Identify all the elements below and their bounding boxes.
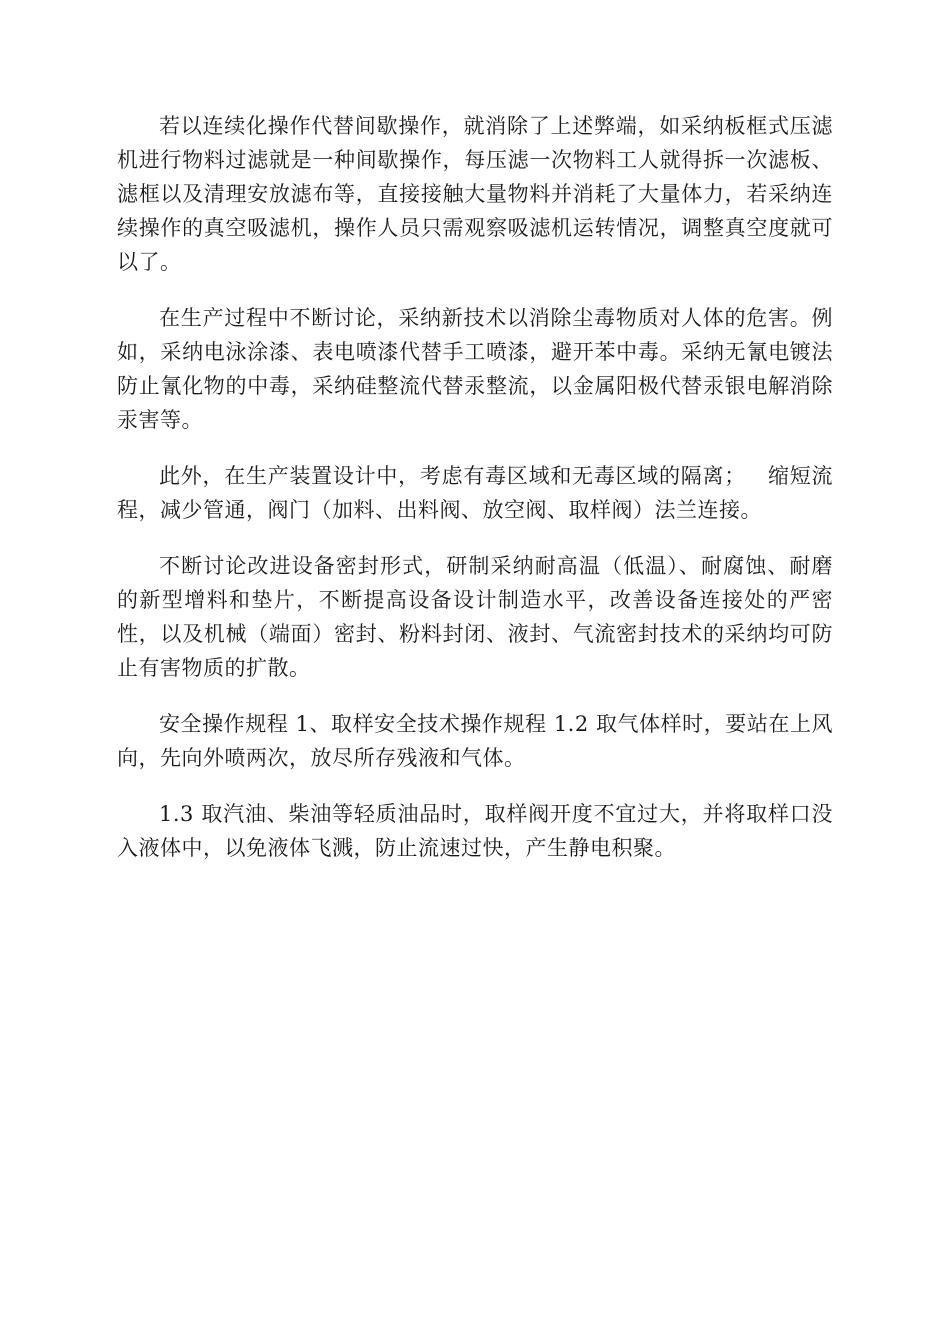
paragraph-new-technology: 在生产过程中不断讨论，采纳新技术以消除尘毒物质对人体的危害。例如，采纳电泳涂漆、表电喷漆代替手工喷漆，避开苯中毒。采纳无氰电镀法防止氰化物的中毒，采纳硅整流代替汞整流，以金属阳极代替汞银电解消除汞害等。 xyxy=(117,306,833,432)
paragraph-sampling-oil: 1.3 取汽油、柴油等轻质油品时，取样阀开度不宜过大，并将取样口没入液体中，以免液体飞溅，防止流速过快，产生静电积聚。 xyxy=(117,802,833,860)
paragraph-equipment-sealing: 不断讨论改进设备密封形式，研制采纳耐高温（低温）、耐腐蚀、耐磨的新型增料和垫片，不断提高设备设计制造水平，改善设备连接处的严密性，以及机械（端面）密封、粉料封闭、液封、气流密封技术的采纳均可防止有害物质的扩散。 xyxy=(117,554,833,680)
paragraph-continuous-operation: 若以连续化操作代替间歇操作，就消除了上述弊端，如采纳板框式压滤机进行物料过滤就是一种间歇操作，每压滤一次物料工人就得拆一次滤板、滤框以及清理安放滤布等，直接接触大量物料并消耗了大量体力，若采纳连续操作的真空吸滤机，操作人员只需观察吸滤机运转情况，调整真空度就可以了。 xyxy=(117,114,833,274)
paragraph-zone-isolation: 此外，在生产装置设计中，考虑有毒区域和无毒区域的隔离； 缩短流程，减少管通，阀门（加料、出料阀、放空阀、取样阀）法兰连接。 xyxy=(117,464,833,522)
document-body xyxy=(117,109,833,887)
paragraph-sampling-gas: 安全操作规程 1、取样安全技术操作规程 1.2 取气体样时，要站在上风向，先向外喷两次，放尽所存残液和气体。 xyxy=(117,712,833,770)
